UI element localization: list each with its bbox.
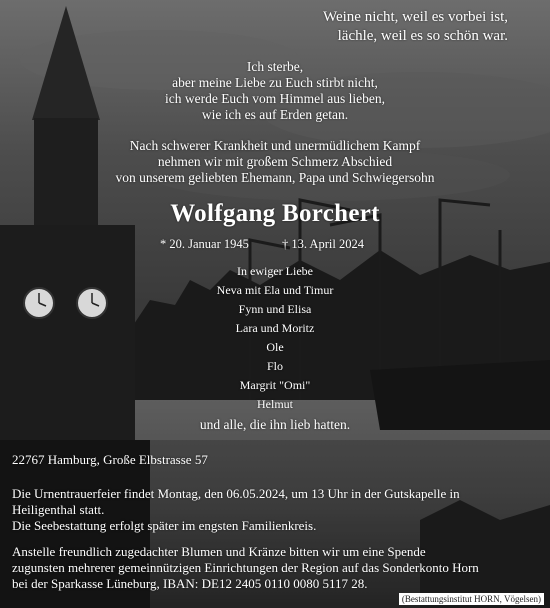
family-line-3: Fynn und Elisa	[238, 302, 312, 316]
donation-line-1: Anstelle freundlich zugedachter Blumen und Kränze bitten wir um eine Spende	[12, 544, 426, 559]
death-date: † 13. April 2024	[282, 237, 364, 251]
closing-line: und alle, die ihn lieb hatten.	[199, 417, 351, 432]
poem-line-4: wie ich es auf Erden getan.	[201, 107, 349, 122]
poem-line-1: Ich sterbe,	[246, 59, 304, 74]
family-line-1: In ewiger Liebe	[237, 264, 313, 278]
birth-date: * 20. Januar 1945	[160, 237, 249, 251]
ceremony-line-2: Heiligenthal statt.	[12, 502, 105, 517]
ceremony-line-1: Die Urnentrauerfeier findet Montag, den 06.05.2024, um 13 Uhr in der Gutskapelle in	[12, 486, 460, 501]
family-line-5: Ole	[266, 340, 284, 354]
address: 22767 Hamburg, Große Elbstrasse 57	[12, 452, 208, 467]
motto-line-1: Weine nicht, weil es vorbei ist,	[323, 9, 508, 25]
deceased-name: Wolfgang Borchert	[170, 200, 380, 227]
funeral-home-credit: (Bestattungsinstitut HORN, Vögelsen)	[399, 593, 544, 605]
family-line-4: Lara und Moritz	[235, 321, 315, 335]
intro-line-2: nehmen wir mit großem Schmerz Abschied	[157, 154, 393, 169]
donation-line-3: bei der Sparkasse Lüneburg, IBAN: DE12 2405 0110 0080 5117 28.	[12, 576, 368, 591]
family-line-8: Helmut	[257, 397, 293, 411]
poem-line-3: ich werde Euch vom Himmel aus lieben,	[164, 91, 386, 106]
family-line-2: Neva mit Ela und Timur	[216, 283, 334, 297]
ceremony-line-3: Die Seebestattung erfolgt später im engsten Familienkreis.	[12, 518, 317, 533]
poem-line-2: aber meine Liebe zu Euch stirbt nicht,	[172, 75, 378, 90]
intro-line-3: von unserem geliebten Ehemann, Papa und Schwiegersohn	[115, 170, 435, 185]
intro-line-1: Nach schwerer Krankheit und unermüdlichem Kampf	[129, 138, 421, 153]
motto-line-2: lächle, weil es so schön war.	[337, 28, 508, 44]
donation-line-2: zugunsten mehrerer gemeinnützigen Einrichtungen der Region auf das Sonderkonto Horn	[12, 560, 479, 575]
family-line-7: Margrit "Omi"	[239, 378, 311, 392]
family-line-6: Flo	[266, 359, 283, 373]
